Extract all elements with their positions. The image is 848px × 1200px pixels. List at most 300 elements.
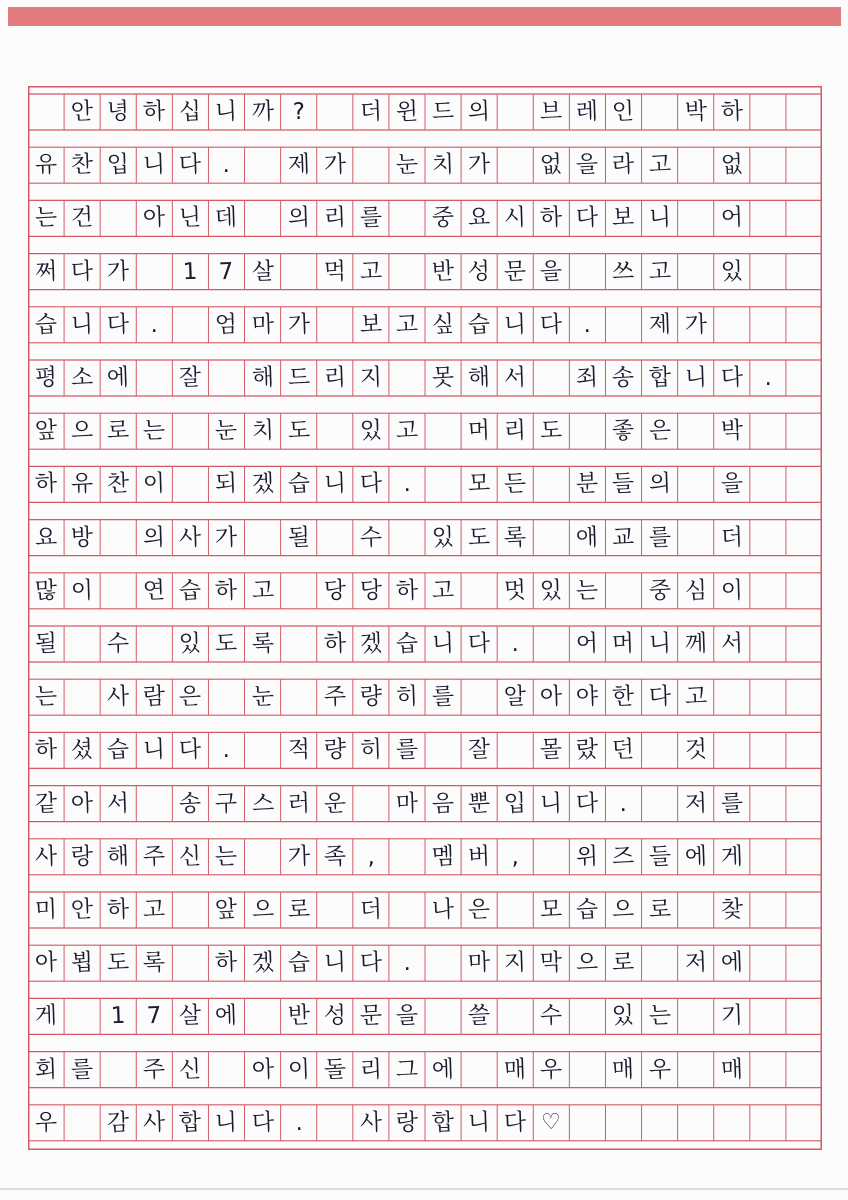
manuscript-cell: 록 — [142, 949, 166, 977]
manuscript-cell: 지 — [503, 949, 527, 977]
manuscript-row — [28, 1105, 822, 1141]
manuscript-cell: 수 — [106, 630, 130, 657]
manuscript-cell: 는 — [647, 1002, 672, 1030]
manuscript-cell: 애 — [575, 523, 599, 551]
manuscript-cell: 의 — [647, 470, 672, 498]
manuscript-cell: 를 — [431, 683, 455, 711]
manuscript-cell: 가 — [323, 151, 347, 179]
manuscript-row — [28, 839, 822, 875]
manuscript-cell: . — [511, 630, 520, 657]
manuscript-cell — [641, 93, 678, 130]
manuscript-cell — [785, 466, 822, 503]
manuscript-cell: 7 — [146, 1002, 163, 1030]
manuscript-cell: 하 — [539, 204, 563, 232]
manuscript-cell: 량 — [323, 736, 347, 764]
manuscript-cell: 심 — [684, 576, 708, 604]
manuscript-cell: 당 — [359, 576, 383, 604]
manuscript-cell — [136, 253, 173, 290]
manuscript-cell: 쓰 — [611, 257, 636, 285]
manuscript-cell — [63, 625, 100, 662]
manuscript-cell: 요 — [467, 204, 491, 232]
manuscript-cell: 알 — [503, 683, 527, 711]
manuscript-cell: 겠 — [250, 949, 275, 977]
manuscript-cell: 1 — [110, 1002, 126, 1030]
manuscript-cell: 가 — [467, 151, 491, 179]
manuscript-cell: 수 — [539, 1002, 563, 1030]
manuscript-cell — [533, 359, 570, 396]
manuscript-cell: 막 — [539, 949, 563, 977]
manuscript-cell: 니 — [431, 630, 455, 657]
manuscript-row — [28, 732, 822, 768]
manuscript-cell — [749, 625, 786, 662]
manuscript-cell: 을 — [720, 470, 744, 498]
manuscript-cell: 찬 — [106, 470, 130, 498]
manuscript-cell: 을 — [395, 1002, 419, 1030]
manuscript-cell: 미 — [34, 896, 58, 923]
manuscript-cell: 하 — [323, 630, 347, 657]
manuscript-cell: 앞 — [214, 896, 239, 923]
manuscript-cell: 하 — [106, 896, 130, 923]
manuscript-cell — [713, 732, 750, 769]
manuscript-cell: 게 — [720, 842, 744, 870]
manuscript-cell: 더 — [359, 98, 383, 125]
manuscript-cell: 을 — [575, 151, 599, 179]
manuscript-cell: 나 — [431, 896, 455, 923]
manuscript-cell: . — [763, 364, 772, 391]
manuscript-cell: 에 — [106, 364, 130, 391]
manuscript-cell: 합 — [178, 1108, 202, 1136]
manuscript-cell — [569, 253, 606, 290]
manuscript-cell: 고 — [142, 896, 166, 923]
manuscript-cell: 하 — [34, 470, 58, 498]
manuscript-cell: 다 — [250, 1108, 275, 1136]
manuscript-cell: 다 — [178, 736, 202, 764]
manuscript-cell: 주 — [142, 1055, 166, 1083]
manuscript-cell: 는 — [34, 683, 58, 711]
manuscript-cell: 마 — [395, 789, 419, 817]
manuscript-cell — [785, 838, 822, 875]
manuscript-cell — [641, 1104, 678, 1141]
manuscript-cell: 음 — [431, 789, 455, 817]
manuscript-cell — [785, 519, 822, 556]
manuscript-cell: 습 — [106, 736, 130, 764]
manuscript-cell: 마 — [250, 310, 275, 338]
manuscript-cell: 성 — [323, 1002, 347, 1030]
manuscript-cell: 있 — [720, 257, 744, 285]
manuscript-cell: 적 — [287, 736, 311, 764]
manuscript-cell: 것 — [684, 736, 708, 764]
manuscript-cell — [388, 838, 425, 875]
manuscript-cell: 으 — [70, 417, 94, 445]
manuscript-cell: 닌 — [178, 204, 202, 232]
heart-icon: ♡ — [540, 1109, 562, 1136]
manuscript-cell: 다 — [106, 310, 130, 338]
manuscript-cell — [677, 200, 714, 237]
manuscript-cell — [749, 891, 786, 928]
manuscript-cell: 니 — [684, 364, 708, 391]
manuscript-cell — [388, 253, 425, 290]
manuscript-cell: 아 — [250, 1055, 275, 1083]
manuscript-sheet — [28, 86, 822, 1150]
manuscript-cell: 십 — [178, 98, 202, 125]
manuscript-cell — [172, 466, 209, 503]
manuscript-cell: 중 — [431, 204, 455, 232]
manuscript-cell: 윈 — [395, 98, 419, 125]
manuscript-cell: 니 — [503, 310, 527, 338]
manuscript-cell: 인 — [611, 98, 636, 125]
manuscript-cell — [785, 253, 822, 290]
manuscript-cell — [785, 625, 822, 662]
manuscript-cell: 에 — [214, 1002, 239, 1030]
manuscript-row — [28, 94, 822, 130]
manuscript-cell — [677, 1104, 714, 1141]
manuscript-cell: 를 — [720, 789, 744, 817]
manuscript-cell: 신 — [178, 1055, 202, 1083]
manuscript-cell: 도 — [467, 523, 491, 551]
manuscript-cell — [424, 466, 461, 503]
manuscript-cell: 하 — [214, 576, 239, 604]
manuscript-cell: 람 — [142, 683, 166, 711]
manuscript-cell: 당 — [323, 576, 347, 604]
manuscript-row — [28, 573, 822, 609]
manuscript-cell: 들 — [647, 842, 672, 870]
manuscript-cell: 서 — [503, 364, 527, 391]
manuscript-cell: 구 — [214, 789, 239, 817]
manuscript-row — [28, 998, 822, 1034]
manuscript-cell: 다 — [359, 470, 383, 498]
manuscript-cell: 에 — [684, 842, 708, 870]
manuscript-cell: 안 — [70, 896, 94, 923]
manuscript-cell: 저 — [684, 789, 708, 817]
manuscript-cell — [100, 519, 137, 556]
manuscript-cell: 눈 — [214, 417, 239, 445]
manuscript-cell: 녕 — [106, 98, 130, 125]
manuscript-cell: 있 — [431, 523, 455, 551]
manuscript-cell: 다 — [720, 364, 744, 391]
manuscript-cell — [172, 945, 209, 982]
manuscript-cell — [388, 891, 425, 928]
manuscript-cell: 있 — [539, 576, 563, 604]
manuscript-cell: 송 — [611, 364, 636, 391]
manuscript-cell: 다 — [575, 789, 599, 817]
manuscript-cell: 는 — [214, 842, 239, 870]
manuscript-cell: 눈 — [395, 151, 419, 179]
manuscript-cell: , — [511, 843, 520, 870]
manuscript-cell — [497, 147, 534, 184]
manuscript-cell: 지 — [359, 364, 383, 391]
manuscript-cell: 로 — [106, 417, 130, 445]
manuscript-cell: 모 — [539, 896, 563, 923]
manuscript-cell — [244, 147, 281, 184]
manuscript-cell — [749, 998, 786, 1035]
manuscript-cell — [497, 891, 534, 928]
manuscript-cell — [244, 838, 281, 875]
manuscript-cell: 다 — [539, 310, 563, 338]
manuscript-cell: 7 — [218, 257, 235, 285]
manuscript-cell — [785, 147, 822, 184]
manuscript-cell: 뵙 — [70, 949, 94, 977]
manuscript-cell: 살 — [178, 1002, 202, 1030]
manuscript-cell: 서 — [720, 630, 744, 657]
manuscript-cell: 반 — [287, 1002, 311, 1030]
manuscript-cell: 소 — [70, 364, 94, 391]
manuscript-cell: 를 — [70, 1055, 94, 1083]
manuscript-cell: 싶 — [431, 310, 455, 338]
manuscript-cell: 유 — [34, 151, 58, 179]
manuscript-cell — [749, 838, 786, 875]
manuscript-cell — [316, 306, 353, 343]
manuscript-cell: 드 — [431, 98, 455, 125]
manuscript-cell: . — [222, 151, 231, 178]
manuscript-cell: 박 — [720, 417, 744, 445]
manuscript-cell: 로 — [611, 949, 636, 977]
manuscript-cell: 은 — [178, 683, 202, 711]
manuscript-cell: 습 — [575, 896, 599, 923]
manuscript-row — [28, 254, 822, 290]
manuscript-cell — [316, 891, 353, 928]
manuscript-cell — [316, 93, 353, 130]
manuscript-cell: 니 — [539, 789, 563, 817]
manuscript-cell — [388, 519, 425, 556]
manuscript-cell — [785, 1051, 822, 1088]
manuscript-cell — [641, 945, 678, 982]
manuscript-cell: 합 — [431, 1108, 455, 1136]
manuscript-cell: 사 — [34, 842, 58, 870]
manuscript-row — [28, 413, 822, 449]
manuscript-cell — [424, 945, 461, 982]
manuscript-cell: 니 — [214, 98, 239, 125]
manuscript-cell: 주 — [142, 842, 166, 870]
manuscript-cell — [208, 679, 245, 716]
manuscript-cell: 리 — [503, 417, 527, 445]
manuscript-cell: 반 — [431, 257, 455, 285]
manuscript-cell: 니 — [323, 949, 347, 977]
manuscript-cell — [352, 785, 389, 822]
manuscript-cell: 보 — [611, 204, 636, 232]
manuscript-cell: 합 — [647, 364, 672, 391]
manuscript-cell: 평 — [34, 364, 58, 391]
manuscript-cell — [713, 679, 750, 716]
manuscript-cell: 도 — [287, 417, 311, 445]
manuscript-cell — [388, 359, 425, 396]
manuscript-cell: 돌 — [323, 1055, 347, 1083]
manuscript-row — [28, 679, 822, 715]
manuscript-cell — [569, 998, 606, 1035]
manuscript-cell — [424, 413, 461, 450]
manuscript-cell: 기 — [720, 1002, 744, 1030]
manuscript-cell: 운 — [323, 789, 347, 817]
manuscript-cell: 니 — [467, 1108, 491, 1136]
manuscript-row — [28, 147, 822, 183]
manuscript-cell — [785, 93, 822, 130]
manuscript-cell — [605, 306, 642, 343]
manuscript-cell — [605, 572, 642, 609]
manuscript-cell — [677, 998, 714, 1035]
manuscript-cell: 안 — [70, 98, 94, 125]
manuscript-cell — [749, 413, 786, 450]
manuscript-cell: 먹 — [323, 257, 347, 285]
manuscript-cell: 위 — [575, 842, 599, 870]
manuscript-cell — [316, 519, 353, 556]
manuscript-cell: 신 — [178, 842, 202, 870]
manuscript-cell: 좋 — [611, 417, 636, 445]
manuscript-cell: 고 — [684, 683, 708, 711]
manuscript-row — [28, 1052, 822, 1088]
manuscript-cell: 아 — [34, 949, 58, 977]
manuscript-cell: 데 — [214, 204, 239, 232]
manuscript-row — [28, 360, 822, 396]
manuscript-cell: 브 — [539, 98, 563, 125]
manuscript-cell — [641, 785, 678, 822]
manuscript-cell: 습 — [287, 470, 311, 498]
manuscript-cell: 눈 — [250, 683, 275, 711]
manuscript-cell: 이 — [70, 576, 94, 604]
manuscript-cell: 더 — [359, 896, 383, 923]
manuscript-cell: 가 — [106, 257, 130, 285]
manuscript-cell — [749, 945, 786, 982]
manuscript-cell: 되 — [214, 470, 239, 498]
manuscript-cell: 한 — [611, 683, 636, 711]
manuscript-cell: 다 — [467, 630, 491, 657]
grid-frame — [29, 87, 822, 1150]
manuscript-cell: 습 — [467, 310, 491, 338]
manuscript-cell: 를 — [647, 523, 672, 551]
manuscript-cell: 이 — [142, 470, 166, 498]
manuscript-cell: 우 — [539, 1055, 563, 1083]
manuscript-cell: 다 — [178, 151, 202, 179]
manuscript-cell: 없 — [539, 151, 563, 179]
manuscript-cell: 록 — [250, 630, 275, 657]
manuscript-cell — [100, 200, 137, 237]
manuscript-cell: 해 — [106, 842, 130, 870]
manuscript-cell — [533, 466, 570, 503]
manuscript-cell: . — [294, 1109, 303, 1136]
manuscript-row — [28, 307, 822, 343]
manuscript-cell: 라 — [611, 151, 636, 179]
manuscript-cell — [136, 785, 173, 822]
manuscript-cell — [785, 945, 822, 982]
manuscript-cell: 습 — [178, 576, 202, 604]
manuscript-cell: 해 — [250, 364, 275, 391]
manuscript-cell: 고 — [395, 417, 419, 445]
manuscript-cell — [749, 306, 786, 343]
manuscript-cell — [749, 93, 786, 130]
manuscript-cell: 입 — [503, 789, 527, 817]
manuscript-cell: 고 — [395, 310, 419, 338]
manuscript-cell: 니 — [142, 736, 166, 764]
manuscript-cell — [533, 519, 570, 556]
manuscript-cell: 의 — [287, 204, 311, 232]
manuscript-row — [28, 892, 822, 928]
manuscript-cell — [172, 413, 209, 450]
manuscript-cell: 아 — [70, 789, 94, 817]
manuscript-cell: 입 — [106, 151, 130, 179]
manuscript-cell: 를 — [395, 736, 419, 764]
manuscript-cell — [460, 679, 497, 716]
manuscript-cell: 없 — [720, 151, 744, 179]
manuscript-cell — [749, 253, 786, 290]
manuscript-cell: 고 — [647, 151, 672, 179]
manuscript-cell: 랑 — [395, 1108, 419, 1136]
manuscript-cell: 니 — [214, 1108, 239, 1136]
manuscript-cell — [785, 732, 822, 769]
manuscript-cell: 니 — [647, 630, 672, 657]
manuscript-cell: 있 — [359, 417, 383, 445]
manuscript-cell — [785, 200, 822, 237]
manuscript-row — [28, 520, 822, 556]
manuscript-cell: 니 — [323, 470, 347, 498]
manuscript-cell: 쓸 — [467, 1002, 491, 1030]
manuscript-cell — [569, 1104, 606, 1141]
manuscript-cell: 께 — [684, 630, 708, 657]
manuscript-cell: 방 — [70, 523, 94, 551]
manuscript-cell — [605, 1104, 642, 1141]
manuscript-cell: 량 — [359, 683, 383, 711]
manuscript-cell — [460, 1051, 497, 1088]
manuscript-cell — [316, 1104, 353, 1141]
manuscript-cell — [280, 625, 317, 662]
manuscript-cell — [63, 1104, 100, 1141]
manuscript-cell: . — [619, 789, 628, 817]
manuscript-cell: 족 — [323, 842, 347, 870]
manuscript-cell: 다 — [359, 949, 383, 977]
manuscript-cell: 감 — [106, 1108, 130, 1136]
manuscript-cell: 있 — [611, 1002, 636, 1030]
manuscript-cell: 제 — [647, 310, 672, 338]
manuscript-cell — [172, 891, 209, 928]
manuscript-cell: 다 — [503, 1108, 527, 1136]
manuscript-cell: 까 — [250, 98, 275, 125]
manuscript-cell — [352, 147, 389, 184]
manuscript-cell: 머 — [467, 417, 491, 445]
manuscript-cell: 같 — [34, 789, 58, 817]
manuscript-cell: 하 — [395, 576, 419, 604]
manuscript-cell — [785, 359, 822, 396]
manuscript-cell — [533, 838, 570, 875]
manuscript-cell: 주 — [323, 683, 347, 711]
manuscript-cell: 랑 — [70, 842, 94, 870]
manuscript-cell — [749, 147, 786, 184]
manuscript-row — [28, 945, 822, 981]
manuscript-cell: 될 — [34, 630, 58, 657]
manuscript-cell: 아 — [539, 683, 563, 711]
manuscript-cell: 습 — [34, 310, 58, 338]
manuscript-cell: 도 — [539, 417, 563, 445]
manuscript-cell: 고 — [250, 576, 275, 604]
manuscript-cell: 다 — [647, 683, 672, 711]
manuscript-cell: 버 — [467, 842, 491, 870]
manuscript-cell: 모 — [467, 470, 491, 498]
manuscript-cell: 우 — [34, 1108, 58, 1136]
manuscript-cell: 의 — [142, 523, 166, 551]
manuscript-cell: 히 — [395, 683, 419, 711]
manuscript-cell: 겠 — [250, 470, 275, 498]
manuscript-cell: 드 — [287, 364, 311, 391]
manuscript-cell: 니 — [142, 151, 166, 179]
manuscript-cell — [749, 200, 786, 237]
manuscript-cell: 셨 — [70, 736, 94, 764]
manuscript-cell: 쩌 — [34, 257, 58, 285]
manuscript-cell: 못 — [431, 364, 455, 391]
manuscript-cell — [27, 93, 64, 130]
manuscript-cell: 수 — [359, 523, 383, 551]
manuscript-cell: 이 — [287, 1055, 311, 1083]
manuscript-cell — [244, 732, 281, 769]
manuscript-cell: 습 — [287, 949, 311, 977]
manuscript-cell — [785, 785, 822, 822]
manuscript-cell — [280, 253, 317, 290]
manuscript-cell: 야 — [575, 683, 599, 711]
